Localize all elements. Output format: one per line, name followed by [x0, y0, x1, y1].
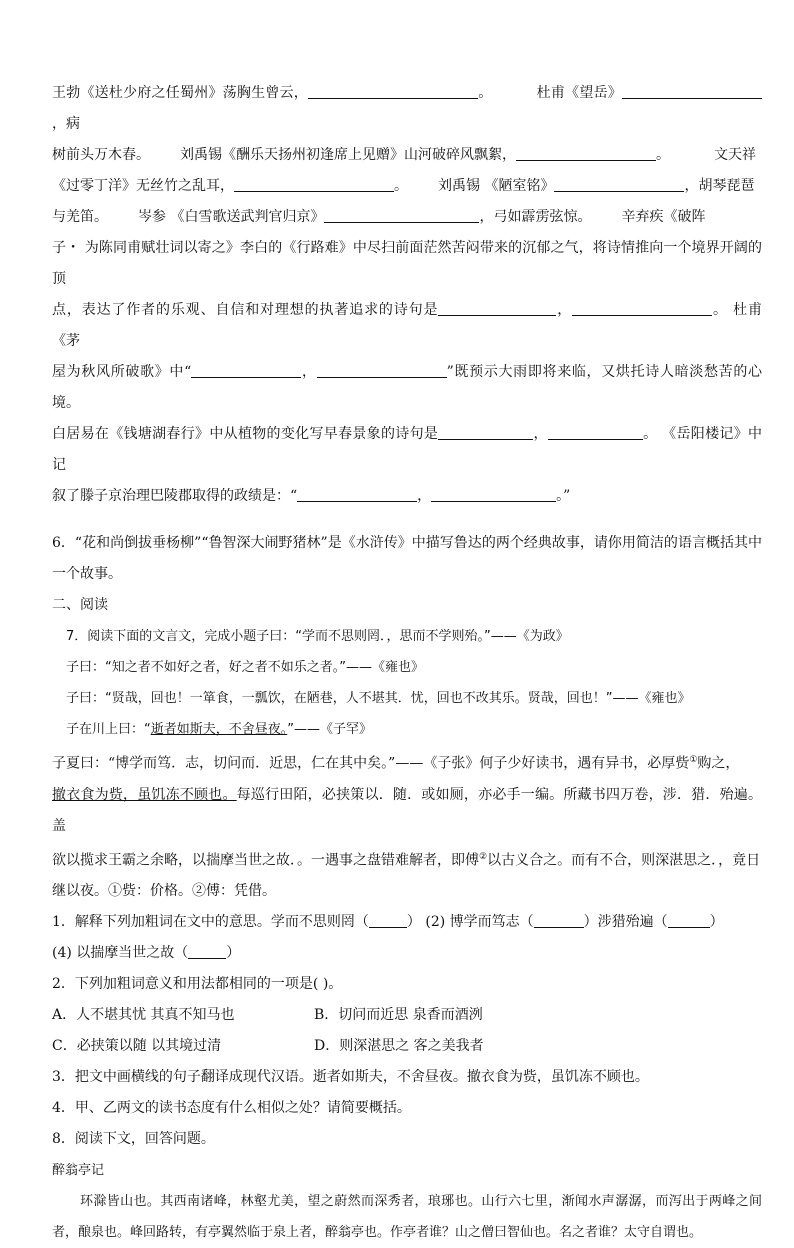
answer-blank[interactable] — [572, 301, 712, 316]
q5-line-2: 树前头万木春。 刘禹锡《酬乐天扬州初逢席上见赠》山河破碎风飘絮， 。 文天祥 — [52, 147, 756, 163]
answer-blank[interactable] — [234, 177, 394, 192]
option-a[interactable]: A．人不堪其忧 其真不知马也 — [52, 1007, 235, 1024]
answer-blank[interactable] — [516, 146, 656, 161]
answer-blank[interactable] — [191, 363, 301, 378]
question-8-title: 8．阅读下文，回答问题。 — [52, 1131, 215, 1148]
answer-blank[interactable] — [622, 84, 762, 99]
q7-sub-1b: (4) 以揣摩当世之故（ ） — [52, 945, 241, 962]
answer-blank[interactable] — [324, 208, 479, 223]
underlined-sentence: 逝者如斯夫，不舍昼夜。 — [150, 722, 288, 737]
answer-blank[interactable] — [548, 425, 643, 440]
q7-footnote: 继以夜。①赀：价格。②傅：凭借。 — [52, 883, 276, 900]
essay-heading: 醉翁亭记 — [52, 1163, 105, 1179]
answer-blank[interactable] — [431, 487, 556, 502]
answer-blank[interactable] — [308, 84, 478, 99]
q7-title: 7．阅读下面的文言文，完成小题子曰：“学而不思则罔．，思而不学则殆。”——《为政》 — [66, 629, 569, 644]
q5-line-7: 屋为秋风所破歌》中“ ， ”既预示大雨即将来临，又烘托诗人暗淡愁苦的心境。 — [52, 364, 763, 411]
q7-text-2: 子曰：“知之者不如好之者，好之者不如乐之者。”——《雍也》 — [66, 660, 424, 675]
exam-page — [52, 78, 762, 1248]
option-c[interactable]: C．必挟策以随 以其境过清 — [52, 1038, 222, 1055]
q7-text-5: 子夏曰：“博学而笃．志，切问而．近思，仁在其中矣。”——《子张》何子少好读书，遇有异书，必厚赀①购之， — [52, 755, 740, 772]
answer-blank[interactable] — [438, 301, 556, 316]
q7-sub-1: 1．解释下列加粗词在文中的意思。学而不思则罔（ ） (2) 博学而笃志（ ）涉猎殆遍（ ） — [52, 914, 724, 931]
question-7-texts — [52, 621, 762, 745]
answer-blank[interactable] — [668, 913, 710, 928]
q7-text-6: 撤衣食为赀，虽饥冻不顾也。每巡行田陌，必挟策以．随．或如厕，亦必手一编。所藏书四万卷，涉．猎．殆遍。盖 — [52, 786, 763, 834]
answer-blank[interactable] — [369, 913, 407, 928]
answer-blank[interactable] — [438, 425, 533, 440]
essay-paragraph: 环滁皆山也。其西南诸峰，林壑尤美，望之蔚然而深秀者，琅琊也。山行六七里，渐闻水声潺潺，而泻出于两峰之间者，酿泉也。峰回路转，有亭翼然临于泉上者，醉翁亭也。作亭者谁？山之僧曰智仙也。名之者谁？太守自谓也。 — [52, 1194, 762, 1241]
underlined-sentence: 撤衣食为赀，虽饥冻不顾也。 — [52, 786, 237, 803]
options-row-1 — [52, 1000, 762, 1031]
answer-blank[interactable] — [534, 913, 584, 928]
q7-sub-2: 2．下列加粗词意义和用法都相同的一项是( )。 — [52, 976, 343, 993]
q7-sub-3: 3．把文中画横线的句子翻译成现代汉语。逝者如斯夫，不舍昼夜。撤衣食为赀，虽饥冻不顾也。 — [52, 1069, 649, 1086]
q5-line-4: 与羌笛。 岑参 《白雪歌送武判官归京》 ，弓如霹雳弦惊。 辛弃疾《破阵 — [52, 209, 706, 225]
option-b[interactable]: B．切问而近思 泉香而酒洌 — [314, 1007, 483, 1024]
options-row-2 — [52, 1031, 762, 1062]
q5-line-5: 子・ 为陈同甫赋壮词以寄之》李白的《行路难》中尽扫前面茫然苦闷带来的沉郁之气，将诗情推向一个境界开阔的顶 — [52, 240, 762, 287]
q5-line-9: 叙了滕子京治理巴陵郡取得的政绩是：“ ， 。” — [52, 488, 571, 504]
option-d[interactable]: D．则深湛思之 客之美我者 — [314, 1038, 484, 1055]
q7-text-4: 子在川上曰：“逝者如斯夫，不舍昼夜。”——《子罕》 — [66, 722, 373, 737]
answer-blank[interactable] — [554, 177, 684, 192]
q7-text-3: 子曰：“贤哉，回也！一箪食，一瓢饮，在陋巷，人不堪其．忧，回也不改其乐。贤哉，回也！”——《雍也》 — [66, 691, 691, 706]
q5-line-3: 《过零丁洋》无丝竹之乱耳， 。 刘禹锡 《陋室铭》 ，胡琴琵琶 — [52, 178, 755, 194]
q7-sub-4: 4．甲、乙两文的读书态度有什么相似之处？请简要概括。 — [52, 1100, 411, 1117]
q5-line-8: 白居易在《钱塘湖春行》中从植物的变化写早春景象的诗句是 ， 。 《岳阳楼记》中记 — [52, 426, 762, 473]
question-6: 6．“花和尚倒拔垂杨柳”“鲁智深大闹野猪林”是《水浒传》中描写鲁达的两个经典故事，请你用简洁的语言概括其中一个故事。 — [52, 535, 762, 582]
q5-line-6: 点，表达了作者的乐观、自信和对理想的执著追求的诗句是 ， 。 杜甫《茅 — [52, 302, 763, 349]
answer-blank[interactable] — [317, 363, 447, 378]
q5-line-1: 王勃《送杜少府之任蜀州》荡胸生曾云， 。 杜甫《望岳》，病 — [52, 78, 762, 140]
section-heading-reading: 二、阅读 — [52, 597, 108, 613]
answer-blank[interactable] — [297, 487, 417, 502]
q7-text-7: 欲以揽求王霸之余略，以揣摩当世之故．。一遇事之盘错难解者，即傅②以古义合之。而有不合，则深湛思之．，竟日 — [52, 851, 761, 869]
answer-blank[interactable] — [188, 944, 226, 959]
